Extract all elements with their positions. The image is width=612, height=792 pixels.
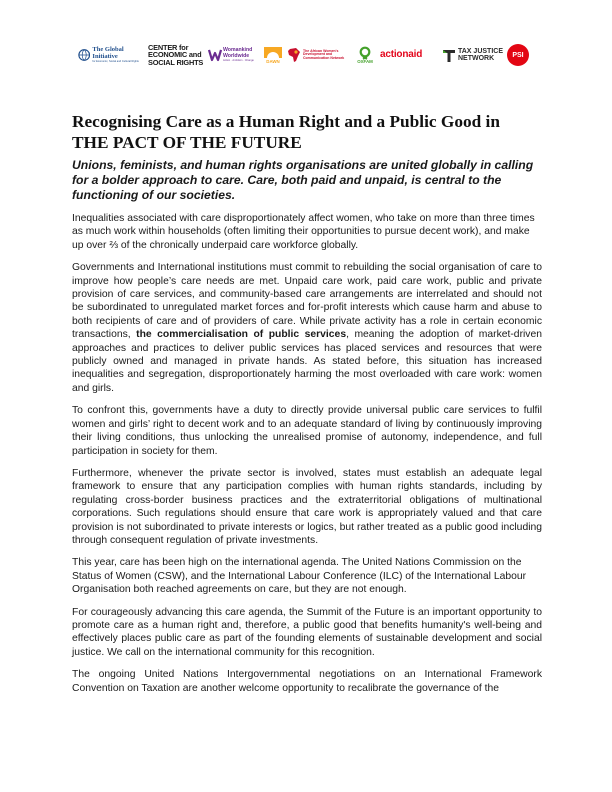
- logo-psi-name: PSI: [512, 51, 524, 59]
- paragraph-tax-convention: The ongoing United Nations Intergovernmental negotiations on an International Framework Convention on Taxation are another welcome opportunity to recalibrate the governance of the: [72, 669, 542, 694]
- psi-circle-icon: [507, 44, 529, 66]
- logo-tjn-line1: TAX JUSTICE: [458, 48, 503, 55]
- paragraph-this-year: This year, care has been high on the international agenda. The United Nations Commission on the Status of Women (CSW), and the International Labour Conference (ILC) of the International Labour Organisation both reached agreements on care, but they are not enough.: [72, 557, 527, 596]
- logo-womankind-tagline: Action · Ambition · Change: [223, 58, 254, 62]
- paragraph-private-sector: Furthermore, whenever the private sector is involved, states must establish an adequate legal framework to ensure that any participation complies with human rights standards, including by regulating cross-border business practices and the extraterritorial obligations of multinational corporations. Such regulations should ensure that care work is appropriately valued and that care provision is not subordinated to private interests or logics, but rather treated as a public good including through consequent regulation of private investments.: [72, 467, 542, 546]
- paragraph-governments-bold: the commercialisation of public services: [136, 329, 347, 341]
- intro-statement: Unions, feminists, and human rights organisations are united globally in calling for a bolder approach to care. Care, both paid and unpaid, is central to the functioning of our societies.: [72, 158, 534, 202]
- logo-femnet: [287, 40, 353, 70]
- page-title-line2: THE PACT OF THE FUTURE: [72, 133, 302, 152]
- page-title: [72, 111, 542, 153]
- logo-womankind-line1: Womankind: [223, 47, 253, 54]
- logo-tjn-line2: NETWORK: [458, 55, 495, 62]
- logo-psi: [506, 40, 530, 70]
- logo-womankind-line2: Worldwide: [223, 52, 250, 59]
- logo-cesr-line1: CENTER for: [148, 42, 189, 52]
- document-body: [72, 212, 542, 704]
- logo-actionaid-name: actionaid: [380, 49, 423, 60]
- logo-actionaid: [380, 40, 438, 70]
- paragraph-governments-text-after: , meaning the adoption of market-driven approaches and practices to deliver public services has placed services and resources that were publicly owned and managed in private hands. As stated before, this situation has increased inequalities and segregation, disproportionately harming the most overloaded with care work: women and girls.: [72, 329, 542, 394]
- oxfam-icon: [358, 46, 372, 60]
- paragraph-governments: [72, 261, 542, 395]
- logo-tjn: [442, 40, 504, 70]
- globe-icon: [78, 47, 90, 63]
- africa-map-icon: [287, 47, 301, 63]
- paragraph-summit: For courageously advancing this care agenda, the Summit of the Future is an important opportunity to promote care as a human right and, therefore, a public good that benefits humanity's well-being and effectively places public care as part of the founding elements of sustainable development and social justice. We call on the international community for this recognition.: [72, 606, 542, 658]
- logo-femnet-line1: The African Women's: [303, 48, 339, 53]
- logo-cesr-line2: ECONOMIC and: [148, 50, 202, 60]
- logo-dawn-name: DAWN: [266, 58, 280, 64]
- logo-femnet-line3: Communication Network: [303, 55, 345, 60]
- logo-femnet-line2: Development and: [303, 52, 333, 57]
- paragraph-inequalities: Inequalities associated with care disproportionately affect women, who take on more than three times as much work within households (often limiting their opportunities to pursue decent work), and make up over ⅔ of the chronically underpaid care workforce globally.: [72, 213, 535, 251]
- paragraph-governments-text-before: Governments and International institutions must commit to rebuilding the social organisation of care to improve how people’s care needs are met. Unpaid care work, paid care work, public and private provision of care services, and community-based care arrangements are interrelated and should not be subordinated to unregulated market forces and for-profit interests which cause harm and abuse to both recipients of care and of providers of care. While private activity has a role in certain economic transactions,: [72, 262, 542, 341]
- paragraph-confront: To confront this, governments have a duty to directly provide universal public care services to fulfil women and girls’ right to decent work and to an adequate standard of living by continuously improving their living conditions, thus unlocking the unrealised promise of autonomy, independence, and full participation in society for them.: [72, 405, 542, 457]
- dawn-sun-icon: [263, 46, 283, 59]
- logo-global-initiative: [78, 40, 144, 70]
- logo-global-initiative-tagline: for Economic, Social and Cultural Rights: [92, 60, 139, 63]
- logo-cesr: [148, 40, 206, 70]
- logo-global-initiative-name: The Global Initiative: [92, 46, 124, 60]
- logo-oxfam: [354, 40, 376, 70]
- partner-logos: [72, 40, 542, 70]
- logo-womankind: [208, 40, 260, 70]
- womankind-w-icon: [208, 48, 222, 62]
- logo-cesr-line3: SOCIAL RIGHTS: [148, 57, 204, 67]
- page-title-line1: Recognising Care as a Human Right and a Public Good in: [72, 112, 500, 131]
- logo-dawn: [262, 40, 284, 70]
- tjn-mark-icon: [442, 47, 456, 63]
- logo-oxfam-name: OXFAM: [357, 58, 373, 64]
